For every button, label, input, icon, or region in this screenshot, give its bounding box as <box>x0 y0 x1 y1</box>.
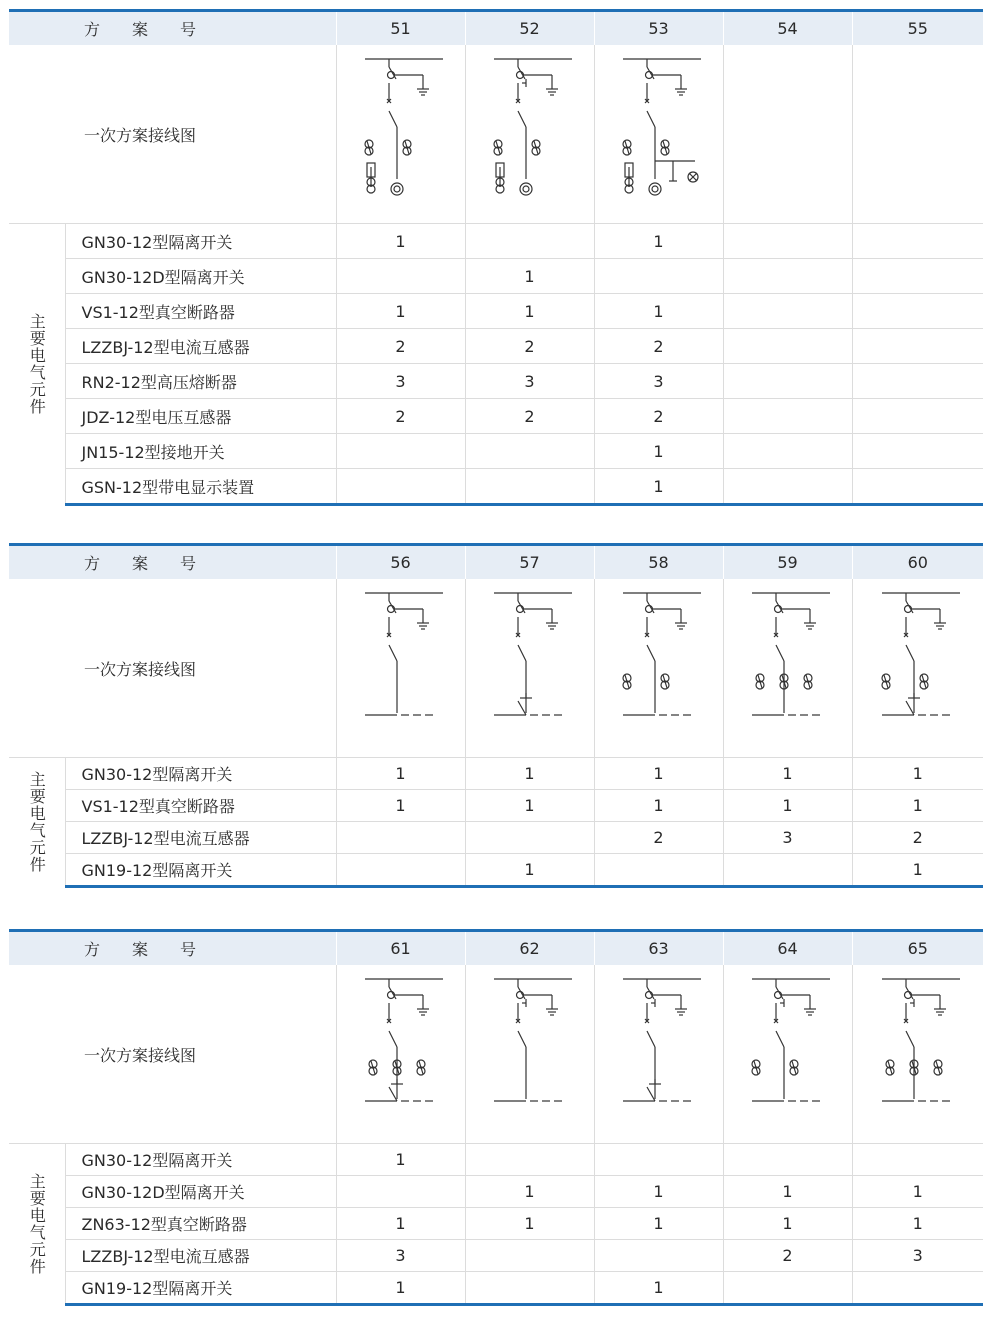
wiring-diagram <box>351 969 451 1137</box>
component-name: ZN63-12型真空断路器 <box>65 1208 336 1240</box>
wiring-diagram <box>480 583 580 751</box>
component-quantity: 1 <box>594 758 723 790</box>
component-quantity: 1 <box>852 854 983 887</box>
component-quantity: 1 <box>594 434 723 469</box>
component-quantity <box>852 364 983 399</box>
component-quantity: 1 <box>465 790 594 822</box>
component-quantity: 1 <box>336 294 465 329</box>
component-quantity: 3 <box>336 364 465 399</box>
component-name: LZZBJ-12型电流互感器 <box>65 822 336 854</box>
wiring-diagram <box>738 583 838 751</box>
scheme-number: 54 <box>723 11 852 46</box>
component-quantity: 1 <box>594 469 723 505</box>
wiring-diagram <box>480 49 580 217</box>
component-quantity <box>465 469 594 505</box>
scheme-number: 61 <box>336 931 465 966</box>
scheme-number-label: 方 案 号 <box>84 940 197 959</box>
component-row <box>9 790 983 822</box>
component-name: GN30-12D型隔离开关 <box>65 1176 336 1208</box>
component-quantity: 1 <box>594 790 723 822</box>
component-quantity <box>723 364 852 399</box>
component-name: JDZ-12型电压互感器 <box>65 399 336 434</box>
component-quantity <box>336 469 465 505</box>
component-quantity: 1 <box>336 758 465 790</box>
component-quantity: 3 <box>723 822 852 854</box>
component-quantity: 1 <box>465 1176 594 1208</box>
component-quantity <box>594 1240 723 1272</box>
component-quantity: 1 <box>594 1208 723 1240</box>
component-quantity: 1 <box>336 790 465 822</box>
component-quantity: 2 <box>336 329 465 364</box>
wiring-diagram <box>351 49 451 217</box>
component-quantity: 1 <box>465 294 594 329</box>
component-quantity: 2 <box>465 329 594 364</box>
wiring-diagram <box>738 969 838 1137</box>
component-quantity <box>465 1144 594 1176</box>
scheme-number: 55 <box>852 11 983 46</box>
scheme-number-label: 方 案 号 <box>84 20 197 39</box>
diagram-label: 一次方案接线图 <box>9 579 336 758</box>
main-components-label: 主要电气元件 <box>27 313 47 416</box>
component-quantity <box>723 1272 852 1305</box>
component-quantity <box>852 224 983 259</box>
component-name: GN19-12型隔离开关 <box>65 854 336 887</box>
component-quantity: 3 <box>594 364 723 399</box>
wiring-diagram <box>868 969 968 1137</box>
scheme-number: 57 <box>465 545 594 580</box>
component-quantity: 1 <box>594 294 723 329</box>
component-quantity: 2 <box>723 1240 852 1272</box>
scheme-number: 58 <box>594 545 723 580</box>
component-quantity <box>852 329 983 364</box>
diagram-cell <box>465 579 594 758</box>
component-quantity: 1 <box>723 1176 852 1208</box>
component-row <box>9 469 983 505</box>
diagram-cell <box>723 579 852 758</box>
component-quantity: 1 <box>336 1144 465 1176</box>
component-row <box>9 1208 983 1240</box>
diagram-cell <box>723 965 852 1144</box>
scheme-number: 64 <box>723 931 852 966</box>
diagram-cell <box>336 965 465 1144</box>
component-row <box>9 1272 983 1305</box>
component-quantity: 1 <box>594 1272 723 1305</box>
component-quantity <box>723 259 852 294</box>
component-quantity: 2 <box>852 822 983 854</box>
component-quantity <box>594 854 723 887</box>
component-quantity: 2 <box>465 399 594 434</box>
component-quantity <box>852 1272 983 1305</box>
component-quantity: 1 <box>336 1208 465 1240</box>
component-quantity <box>723 854 852 887</box>
diagram-cell <box>594 45 723 224</box>
component-quantity <box>465 822 594 854</box>
diagram-label: 一次方案接线图 <box>9 45 336 224</box>
component-row <box>9 399 983 434</box>
component-row <box>9 364 983 399</box>
diagram-cell <box>852 965 983 1144</box>
component-quantity: 1 <box>594 1176 723 1208</box>
component-quantity: 1 <box>852 1176 983 1208</box>
component-quantity <box>852 434 983 469</box>
diagram-row <box>9 965 983 1144</box>
component-quantity <box>852 399 983 434</box>
diagram-cell <box>723 45 852 224</box>
component-row <box>9 259 983 294</box>
component-quantity <box>723 294 852 329</box>
component-quantity: 2 <box>594 329 723 364</box>
scheme-table <box>9 543 983 888</box>
component-quantity <box>465 224 594 259</box>
component-quantity <box>852 294 983 329</box>
component-quantity <box>594 259 723 294</box>
wiring-diagram <box>609 583 709 751</box>
component-quantity: 1 <box>852 790 983 822</box>
component-name: VS1-12型真空断路器 <box>65 790 336 822</box>
component-quantity <box>465 1272 594 1305</box>
component-name: GN19-12型隔离开关 <box>65 1272 336 1305</box>
component-name: GN30-12D型隔离开关 <box>65 259 336 294</box>
wiring-diagram <box>609 49 709 217</box>
component-quantity <box>723 469 852 505</box>
component-row <box>9 329 983 364</box>
component-quantity <box>723 224 852 259</box>
main-components-label: 主要电气元件 <box>27 771 47 874</box>
scheme-number: 65 <box>852 931 983 966</box>
component-quantity: 1 <box>852 1208 983 1240</box>
component-quantity <box>723 399 852 434</box>
component-name: RN2-12型高压熔断器 <box>65 364 336 399</box>
component-row <box>9 822 983 854</box>
component-quantity <box>852 469 983 505</box>
component-quantity: 3 <box>852 1240 983 1272</box>
component-quantity: 1 <box>465 259 594 294</box>
scheme-number-label: 方 案 号 <box>84 554 197 573</box>
header-row <box>9 545 983 580</box>
main-components-label: 主要电气元件 <box>27 1173 47 1276</box>
diagram-cell <box>852 45 983 224</box>
component-quantity <box>336 434 465 469</box>
component-quantity <box>852 259 983 294</box>
diagram-row <box>9 579 983 758</box>
component-quantity <box>336 854 465 887</box>
diagram-cell <box>336 45 465 224</box>
component-quantity <box>336 259 465 294</box>
component-quantity <box>723 329 852 364</box>
component-quantity: 3 <box>336 1240 465 1272</box>
component-quantity: 1 <box>336 224 465 259</box>
component-name: JN15-12型接地开关 <box>65 434 336 469</box>
component-name: LZZBJ-12型电流互感器 <box>65 329 336 364</box>
component-quantity: 1 <box>465 1208 594 1240</box>
scheme-number: 60 <box>852 545 983 580</box>
component-quantity: 1 <box>852 758 983 790</box>
scheme-number: 59 <box>723 545 852 580</box>
component-quantity <box>465 1240 594 1272</box>
diagram-cell <box>465 45 594 224</box>
component-row <box>9 1144 983 1176</box>
component-quantity <box>594 1144 723 1176</box>
component-name: LZZBJ-12型电流互感器 <box>65 1240 336 1272</box>
diagram-cell <box>852 579 983 758</box>
wiring-diagram <box>351 583 451 751</box>
scheme-number: 56 <box>336 545 465 580</box>
component-quantity: 2 <box>594 822 723 854</box>
component-quantity: 1 <box>723 758 852 790</box>
component-quantity: 1 <box>336 1272 465 1305</box>
scheme-number: 51 <box>336 11 465 46</box>
component-quantity <box>852 1144 983 1176</box>
wiring-diagram <box>609 969 709 1137</box>
component-quantity: 2 <box>594 399 723 434</box>
component-row <box>9 434 983 469</box>
diagram-cell <box>336 579 465 758</box>
component-quantity: 1 <box>465 854 594 887</box>
scheme-table <box>9 929 983 1306</box>
diagram-cell <box>594 579 723 758</box>
header-row <box>9 11 983 46</box>
component-quantity: 2 <box>336 399 465 434</box>
scheme-table <box>9 9 983 506</box>
scheme-number: 62 <box>465 931 594 966</box>
component-quantity <box>723 1144 852 1176</box>
component-name: VS1-12型真空断路器 <box>65 294 336 329</box>
component-row <box>9 758 983 790</box>
component-name: GN30-12型隔离开关 <box>65 758 336 790</box>
wiring-diagram <box>868 583 968 751</box>
component-quantity: 1 <box>723 790 852 822</box>
component-quantity <box>336 822 465 854</box>
component-name: GN30-12型隔离开关 <box>65 1144 336 1176</box>
diagram-cell <box>594 965 723 1144</box>
component-quantity: 1 <box>723 1208 852 1240</box>
scheme-number: 63 <box>594 931 723 966</box>
diagram-cell <box>465 965 594 1144</box>
wiring-diagram <box>480 969 580 1137</box>
component-quantity <box>723 434 852 469</box>
diagram-label: 一次方案接线图 <box>9 965 336 1144</box>
component-row <box>9 224 983 259</box>
component-row <box>9 294 983 329</box>
component-quantity: 1 <box>465 758 594 790</box>
component-quantity: 1 <box>594 224 723 259</box>
component-name: GN30-12型隔离开关 <box>65 224 336 259</box>
scheme-number: 53 <box>594 11 723 46</box>
scheme-number: 52 <box>465 11 594 46</box>
diagram-row <box>9 45 983 224</box>
component-quantity <box>336 1176 465 1208</box>
component-quantity: 3 <box>465 364 594 399</box>
component-quantity <box>465 434 594 469</box>
component-row <box>9 1240 983 1272</box>
component-row <box>9 854 983 887</box>
component-row <box>9 1176 983 1208</box>
header-row <box>9 931 983 966</box>
component-name: GSN-12型带电显示装置 <box>65 469 336 505</box>
